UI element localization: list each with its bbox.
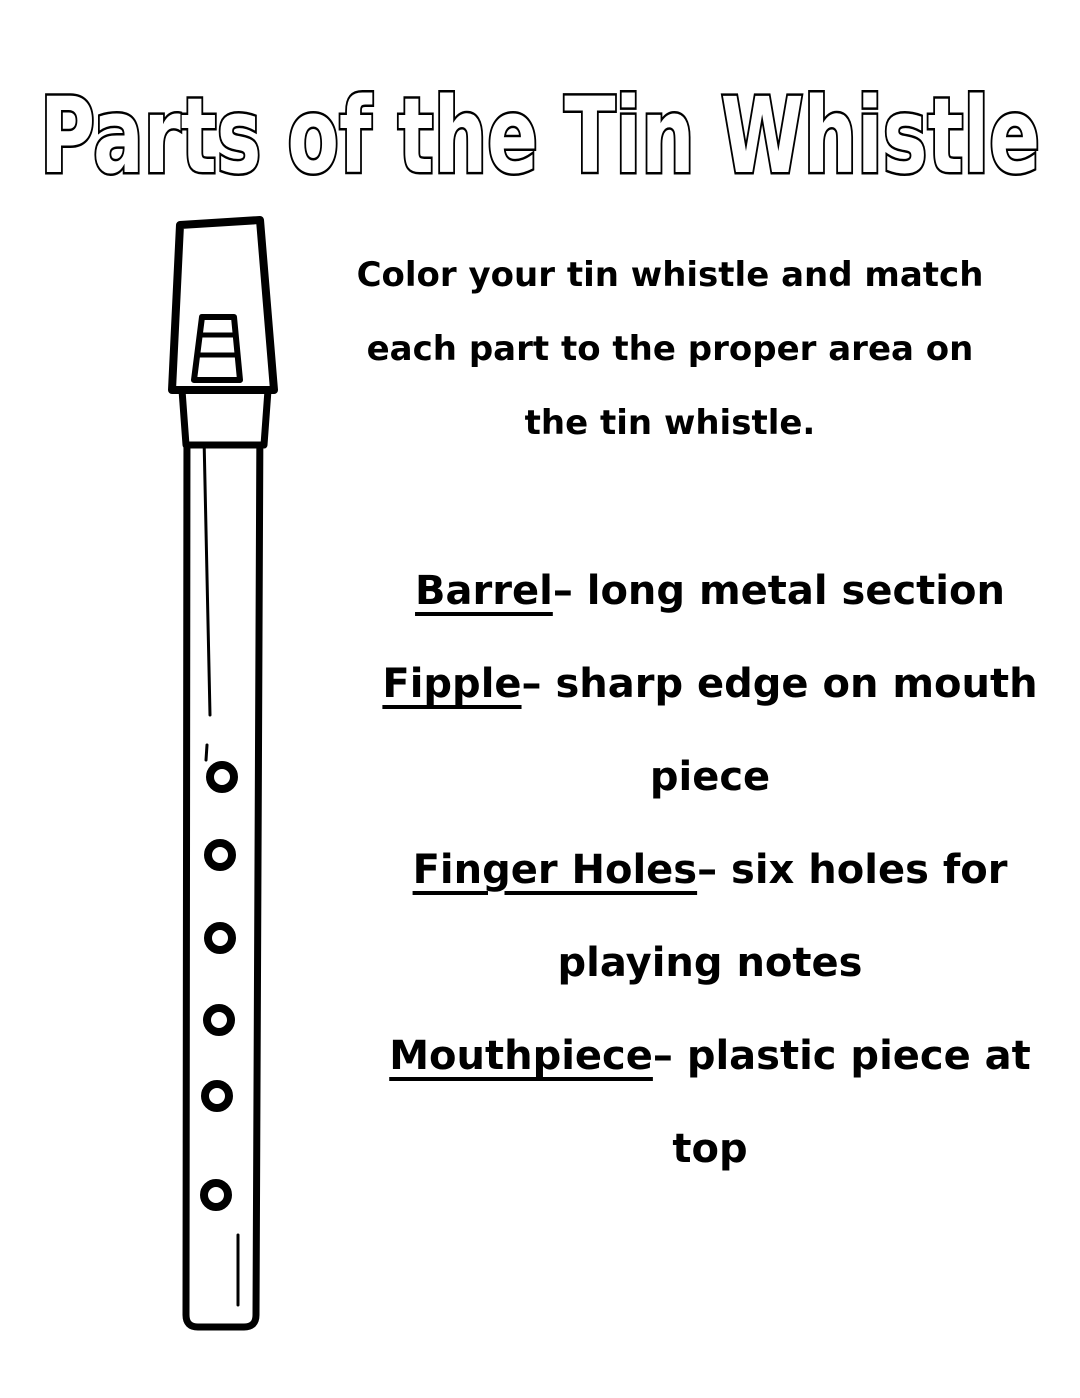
instructions-line-1: Color your tin whistle and match <box>356 255 984 295</box>
part-definition: – plastic piece at top <box>652 1033 1031 1172</box>
tin-whistle-icon <box>160 205 290 1375</box>
finger-hole <box>205 1084 229 1108</box>
part-definition: – six holes for playing notes <box>557 847 1008 986</box>
finger-hole <box>204 1183 228 1207</box>
part-finger-holes <box>370 824 1050 1010</box>
tin-whistle-illustration <box>160 205 290 1375</box>
part-term: Finger Holes <box>412 847 698 893</box>
collar <box>182 390 268 445</box>
finger-hole <box>208 843 232 867</box>
instructions-line-3: the tin whistle. <box>524 403 816 443</box>
instructions <box>350 238 990 460</box>
part-fipple <box>370 638 1050 824</box>
part-barrel <box>370 545 1050 638</box>
part-definition: – long metal section <box>552 568 1005 614</box>
finger-hole <box>208 926 232 950</box>
finger-hole <box>207 1008 231 1032</box>
part-mouthpiece <box>370 1010 1050 1196</box>
instructions-line-2: each part to the proper area on <box>366 329 974 369</box>
parts-list <box>370 545 1050 1196</box>
finger-hole <box>210 765 234 789</box>
page-title-text: Parts of the Tin Whistle <box>40 75 1040 197</box>
part-definition: – sharp edge on mouth piece <box>521 661 1038 800</box>
part-term: Fipple <box>382 661 522 707</box>
page-title <box>0 70 1080 200</box>
part-term: Mouthpiece <box>389 1033 653 1079</box>
part-term: Barrel <box>415 568 553 614</box>
fipple <box>194 317 240 380</box>
